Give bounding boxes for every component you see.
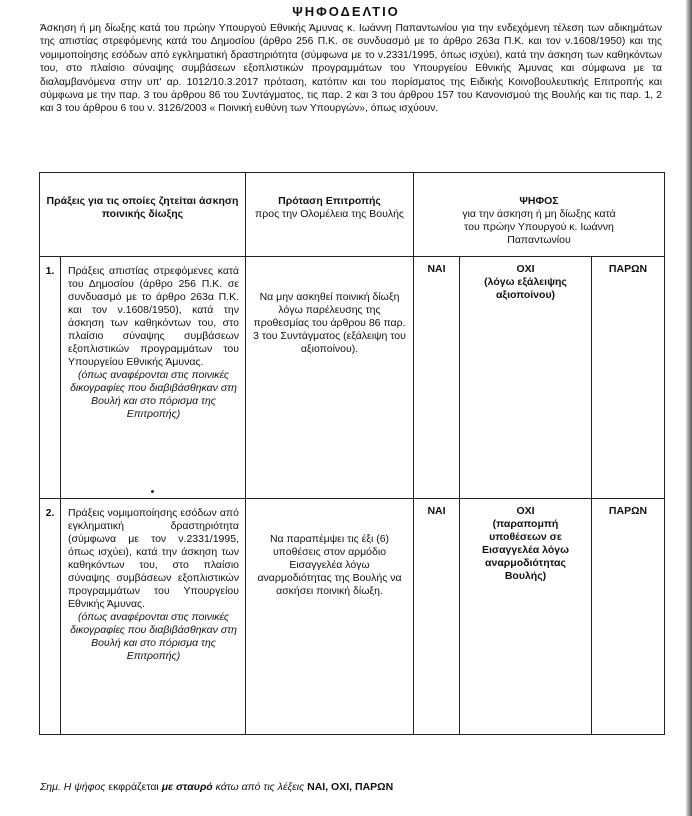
vote-present-cell[interactable] xyxy=(592,499,665,735)
vote-no-note: (λόγω εξάλειψης αξιοποίνου) xyxy=(484,276,567,301)
header-proposal xyxy=(246,173,414,257)
footnote-bold2: ΝΑΙ, ΟΧΙ, ΠΑΡΩΝ xyxy=(307,781,394,793)
row-practice xyxy=(61,257,246,499)
header-vote xyxy=(414,173,665,257)
header-vote-title: ΨΗΦΟΣ xyxy=(519,195,559,207)
page-edge-shadow xyxy=(686,0,692,816)
footnote xyxy=(40,781,393,793)
header-proposal-title: Πρόταση Επιτροπής xyxy=(278,195,381,207)
header-practices xyxy=(40,173,246,257)
row-practice-text: Πράξεις απιστίας στρεφόμενες κατά του Δημοσίου (άρθρο 256 Π.Κ. σε συνδυασμό με το άρθρο 263α Π.Κ. και τον ν.1608/1950), κατά την άσκηση των καθηκόντων του, στο πλαίσιο σύναψης συμβάσεων εξοπλιστικών προγραμμάτων του Υπουργείου Εθνικής Άμυνας. xyxy=(68,265,239,368)
ballot-title: ΨΗΦΟΔΕΛΤΙΟ xyxy=(292,4,400,19)
row-number: 2. xyxy=(40,499,61,735)
vote-no-cell[interactable] xyxy=(460,257,592,499)
footnote-mid1: εκφράζεται xyxy=(105,781,162,793)
vote-yes-label: ΝΑΙ xyxy=(427,505,446,517)
footnote-mid2: κάτω από τις λέξεις xyxy=(212,781,308,793)
table-row xyxy=(40,499,665,735)
header-practices-label: Πράξεις για τις οποίες ζητείται άσκηση ποινικής δίωξης xyxy=(46,195,239,220)
voting-table xyxy=(39,172,665,735)
header-vote-sub: για την άσκηση ή μη δίωξης κατά του πρώην Υπουργού κ. Ιωάννη Παπαντωνίου xyxy=(462,208,616,246)
vote-yes-label: ΝΑΙ xyxy=(427,263,446,275)
vote-yes-cell[interactable] xyxy=(414,499,460,735)
footnote-bold1: με σταυρό xyxy=(161,781,213,793)
ink-dot xyxy=(151,490,154,493)
row-practice-note: (όπως αναφέρονται στις ποινικές δικογραφίες που διαβιβάσθηκαν στη Βουλή και στο πόρισμα της Επιτροπής) xyxy=(70,611,237,662)
table-row xyxy=(40,257,665,499)
footnote-prefix: Σημ. Η ψήφος xyxy=(40,781,106,793)
row-practice-text: Πράξεις νομιμοποίησης εσόδων από εγκληματική δραστηριότητα (σύμφωνα με τον ν.2331/1995, όπως ισχύει), κατά την άσκηση των καθηκόντων του, στο πλαίσιο σύναψης συμβάσεων εξοπλιστικών προγραμμάτων του Υπουργείου Εθνικής Άμυνας. xyxy=(68,507,239,610)
row-practice xyxy=(61,499,246,735)
vote-no-label: ΟΧΙ xyxy=(516,263,535,275)
vote-present-cell[interactable] xyxy=(592,257,665,499)
row-proposal: Να παραπέμψει τις έξι (6) υποθέσεις στον αρμόδιο Εισαγγελέα λόγω αναρμοδιότητας της Βουλής να ασκήσει ποινική δίωξη. xyxy=(246,499,414,735)
vote-no-label: ΟΧΙ xyxy=(516,505,535,517)
vote-present-label: ΠΑΡΩΝ xyxy=(608,263,648,275)
ballot-intro-paragraph: Άσκηση ή μη δίωξης κατά του πρώην Υπουργού Εθνικής Άμυνας κ. Ιωάννη Παπαντωνίου για την ενδεχόμενη τέλεση των αδικημάτων της απιστίας στρεφόμενης κατά του Δημοσίου (άρθρο 256 Π.Κ. σε συνδυασμό με το άρθρο 263α Π.Κ. και τον ν.1608/1950) και της νομιμοποίησης εσόδων από εγκληματική δραστηριότητα (σύμφωνα με το ν.2331/1995, όπως ισχύει), κατά την άσκηση των καθηκόντων του, στο πλαίσιο σύναψης συμβάσεων εξοπλιστικών προγραμμάτων του Υπουργείου Εθνικής Άμυνας και σύμφωνα με τα διαλαμβανόμενα στην υπ' αρ. 1012/10.3.2017 πρόταση, κατόπιν και του πορίσματος της Ειδικής Κοινοβουλευτικής Επιτροπής και σύμφωνα με την παρ. 3 του άρθρου 86 του Συντάγματος, τις παρ. 2 και 3 του άρθρου 157 του Κανονισμού της Βουλής και τις παρ. 1, 2 και 3 του άρθρου 6 του ν. 3126/2003 « Ποινική ευθύνη των Υπουργών», όπως ισχύουν. xyxy=(40,23,662,115)
row-number: 1. xyxy=(40,257,61,499)
row-proposal: Να μην ασκηθεί ποινική δίωξη λόγω παρέλευσης της προθεσμίας του άρθρου 86 παρ. 3 του Συντάγματος (εξάλειψη του αξιοποίνου). xyxy=(246,257,414,499)
row-practice-note: (όπως αναφέρονται στις ποινικές δικογραφίες που διαβιβάσθηκαν στη Βουλή και στο πόρισμα της Επιτροπής) xyxy=(70,369,237,420)
vote-no-note: (παραπομπή υποθέσεων σε Εισαγγελέα λόγω αναρμοδιότητας Βουλής) xyxy=(481,518,569,582)
vote-no-cell[interactable] xyxy=(460,499,592,735)
vote-yes-cell[interactable] xyxy=(414,257,460,499)
table-header-row xyxy=(40,173,665,257)
header-proposal-sub: προς την Ολομέλεια της Βουλής xyxy=(255,208,404,220)
vote-present-label: ΠΑΡΩΝ xyxy=(608,505,648,517)
